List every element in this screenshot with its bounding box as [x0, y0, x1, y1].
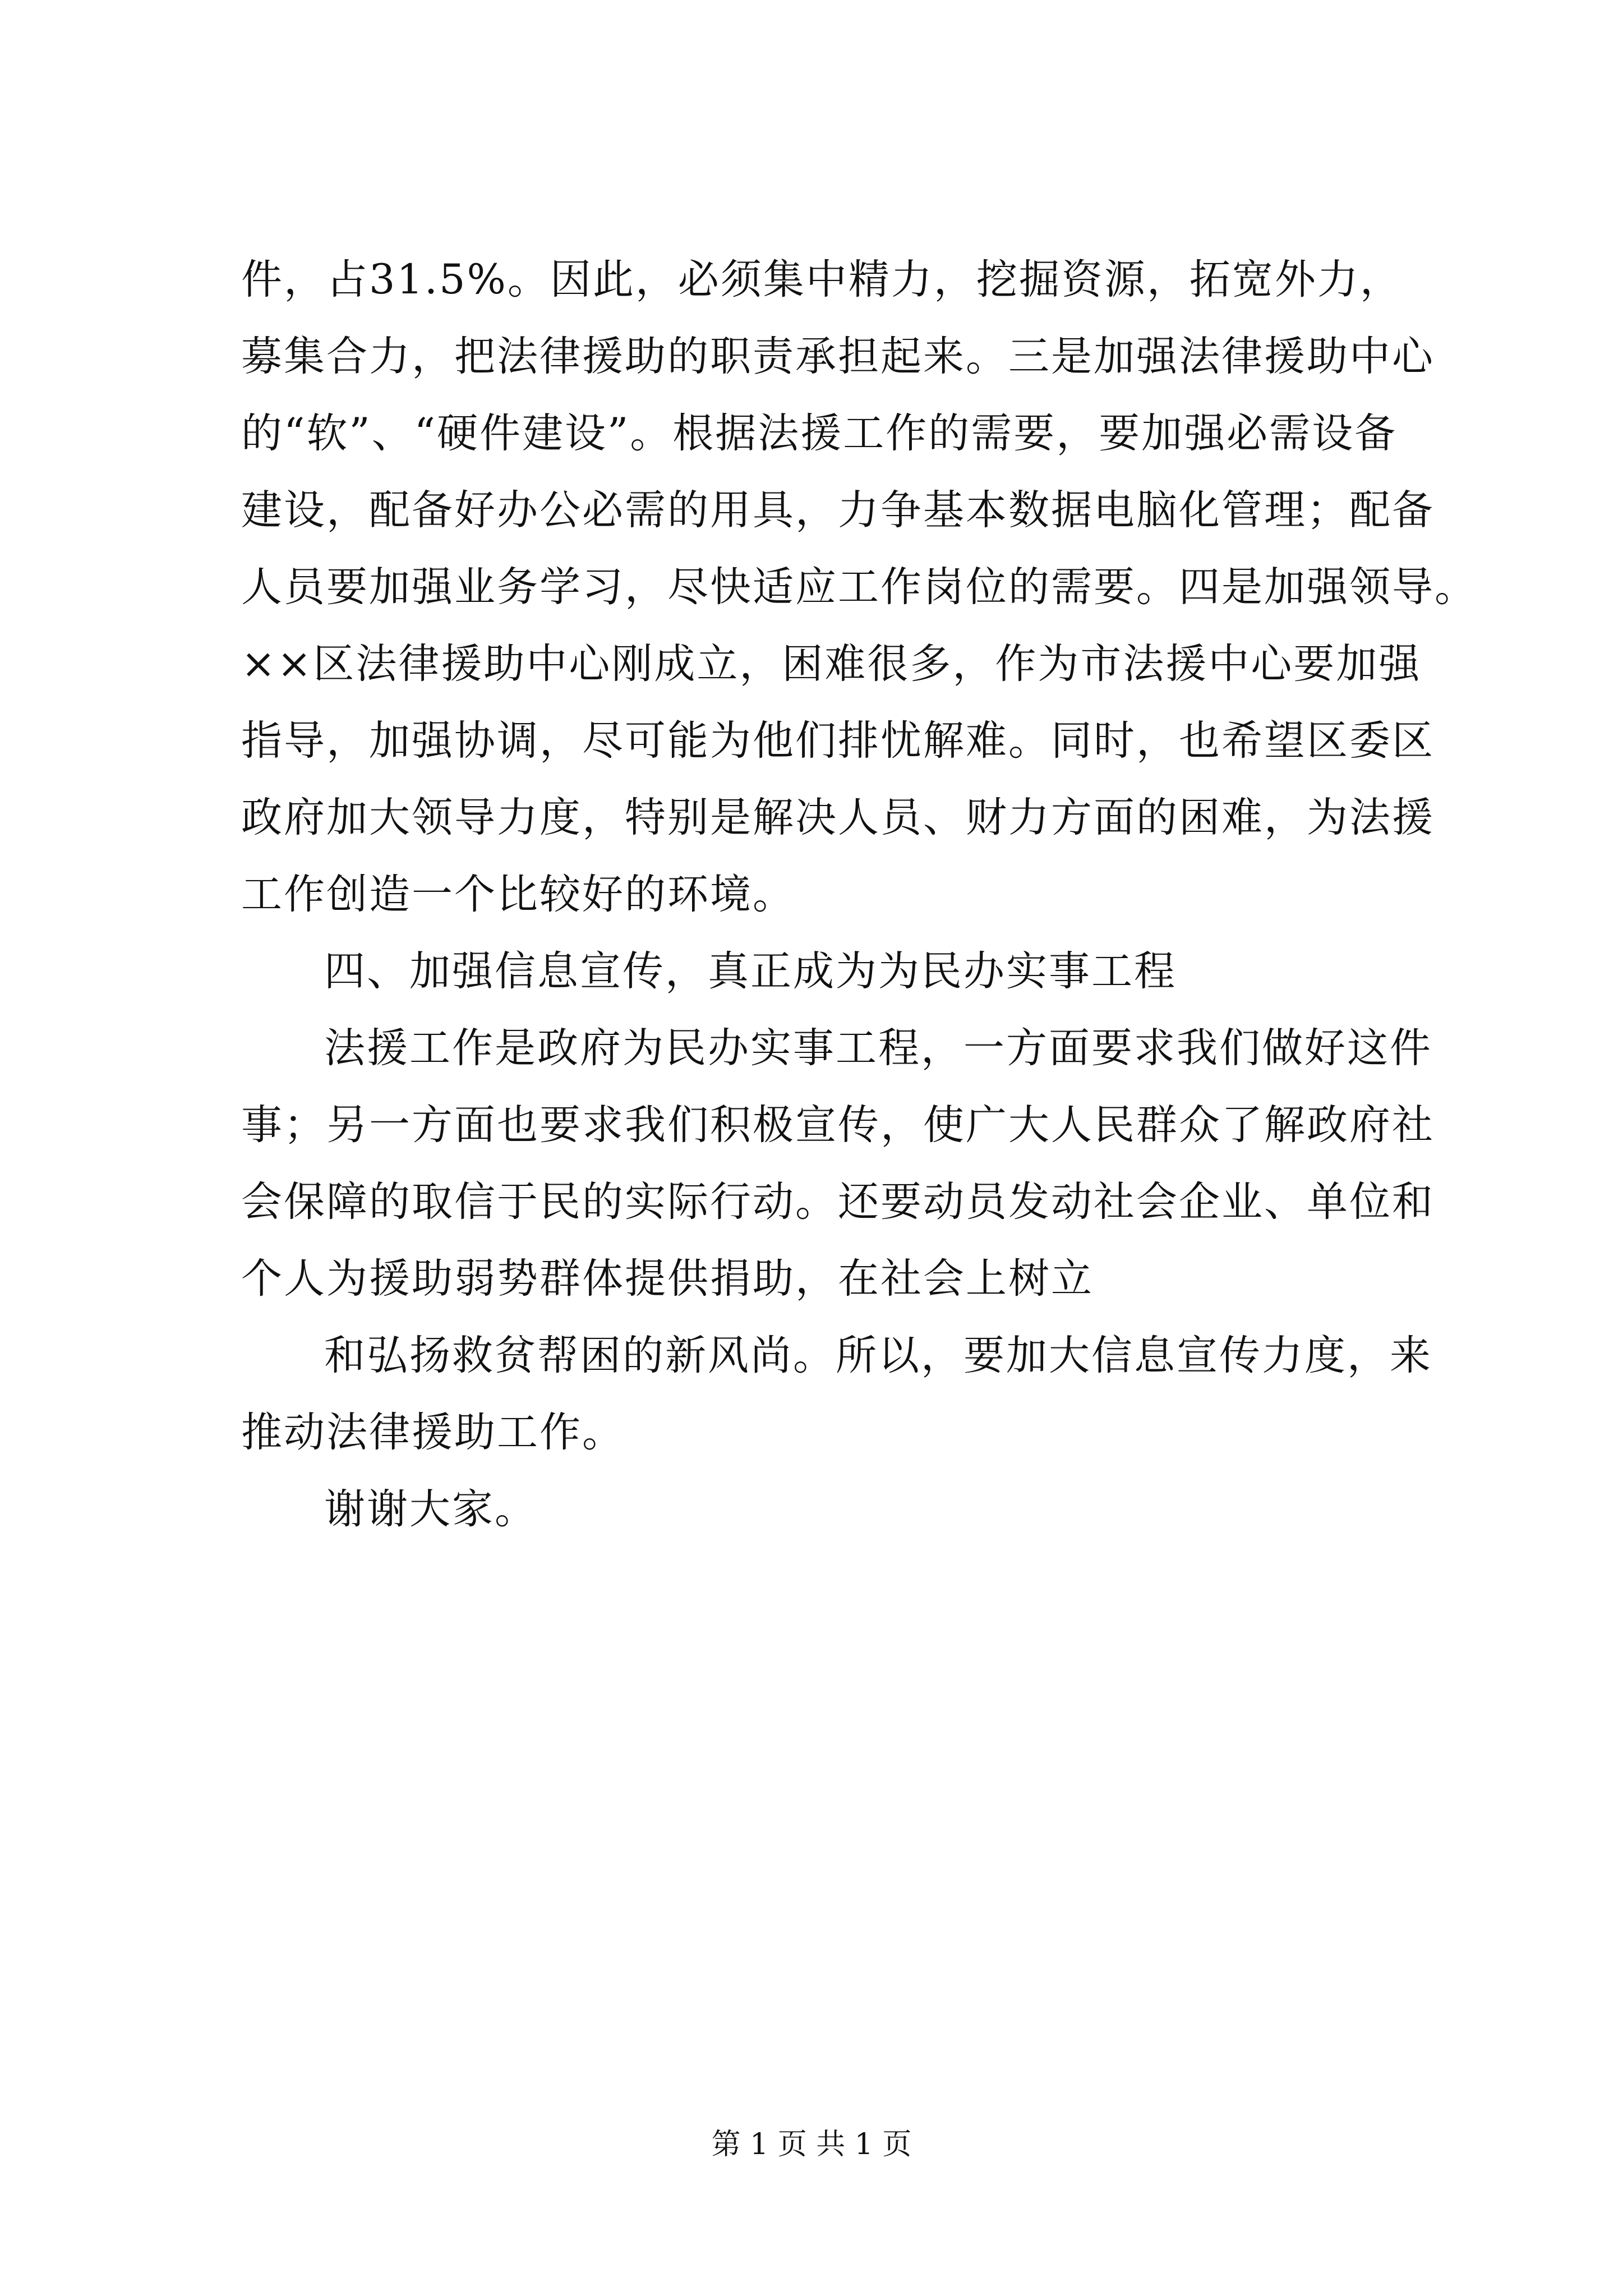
- text-line: 和弘扬救贫帮困的新风尚。所以，要加大信息宣传力度，来: [324, 1332, 1432, 1379]
- closing-line: 谢谢大家。: [324, 1485, 537, 1533]
- text-line: 推动法律援助工作。: [241, 1409, 625, 1456]
- text-line: ××区法律援助中心刚成立，困难很多，作为市法援中心要加强: [241, 640, 1422, 688]
- text-line: 会保障的取信于民的实际行动。还要动员发动社会企业、单位和: [241, 1178, 1435, 1226]
- text-line: 政府加大领导力度，特别是解决人员、财力方面的困难，为法援: [241, 794, 1435, 841]
- page-footer: 第 1 页 共 1 页: [711, 2128, 912, 2161]
- text-line: 募集合力，把法律援助的职责承担起来。三是加强法律援助中心: [241, 333, 1435, 380]
- text-line: 工作创造一个比较好的环境。: [241, 871, 795, 918]
- text-line: 指导，加强协调，尽可能为他们排忧解难。同时，也希望区委区: [241, 717, 1435, 765]
- document-body: [241, 241, 1477, 1548]
- text-line: 建设，配备好办公必需的用具，力争基本数据电脑化管理；配备: [241, 486, 1435, 534]
- text-line: 的“软”、“硬件建设”。根据法援工作的需要，要加强必需设备: [241, 409, 1398, 457]
- text-line: 法援工作是政府为民办实事工程，一方面要求我们做好这件: [324, 1024, 1432, 1072]
- text-line: 个人为援助弱势群体提供捐助，在社会上树立: [241, 1255, 1094, 1303]
- text-line: 件，占31.5%。因此，必须集中精力，挖掘资源，拓宽外力，: [241, 256, 1403, 303]
- text-line: 事；另一方面也要求我们积极宣传，使广大人民群众了解政府社: [241, 1101, 1435, 1149]
- text-line: 人员要加强业务学习，尽快适应工作岗位的需要。四是加强领导。: [241, 563, 1477, 611]
- section-heading: 四、加强信息宣传，真正成为为民办实事工程: [324, 947, 1177, 995]
